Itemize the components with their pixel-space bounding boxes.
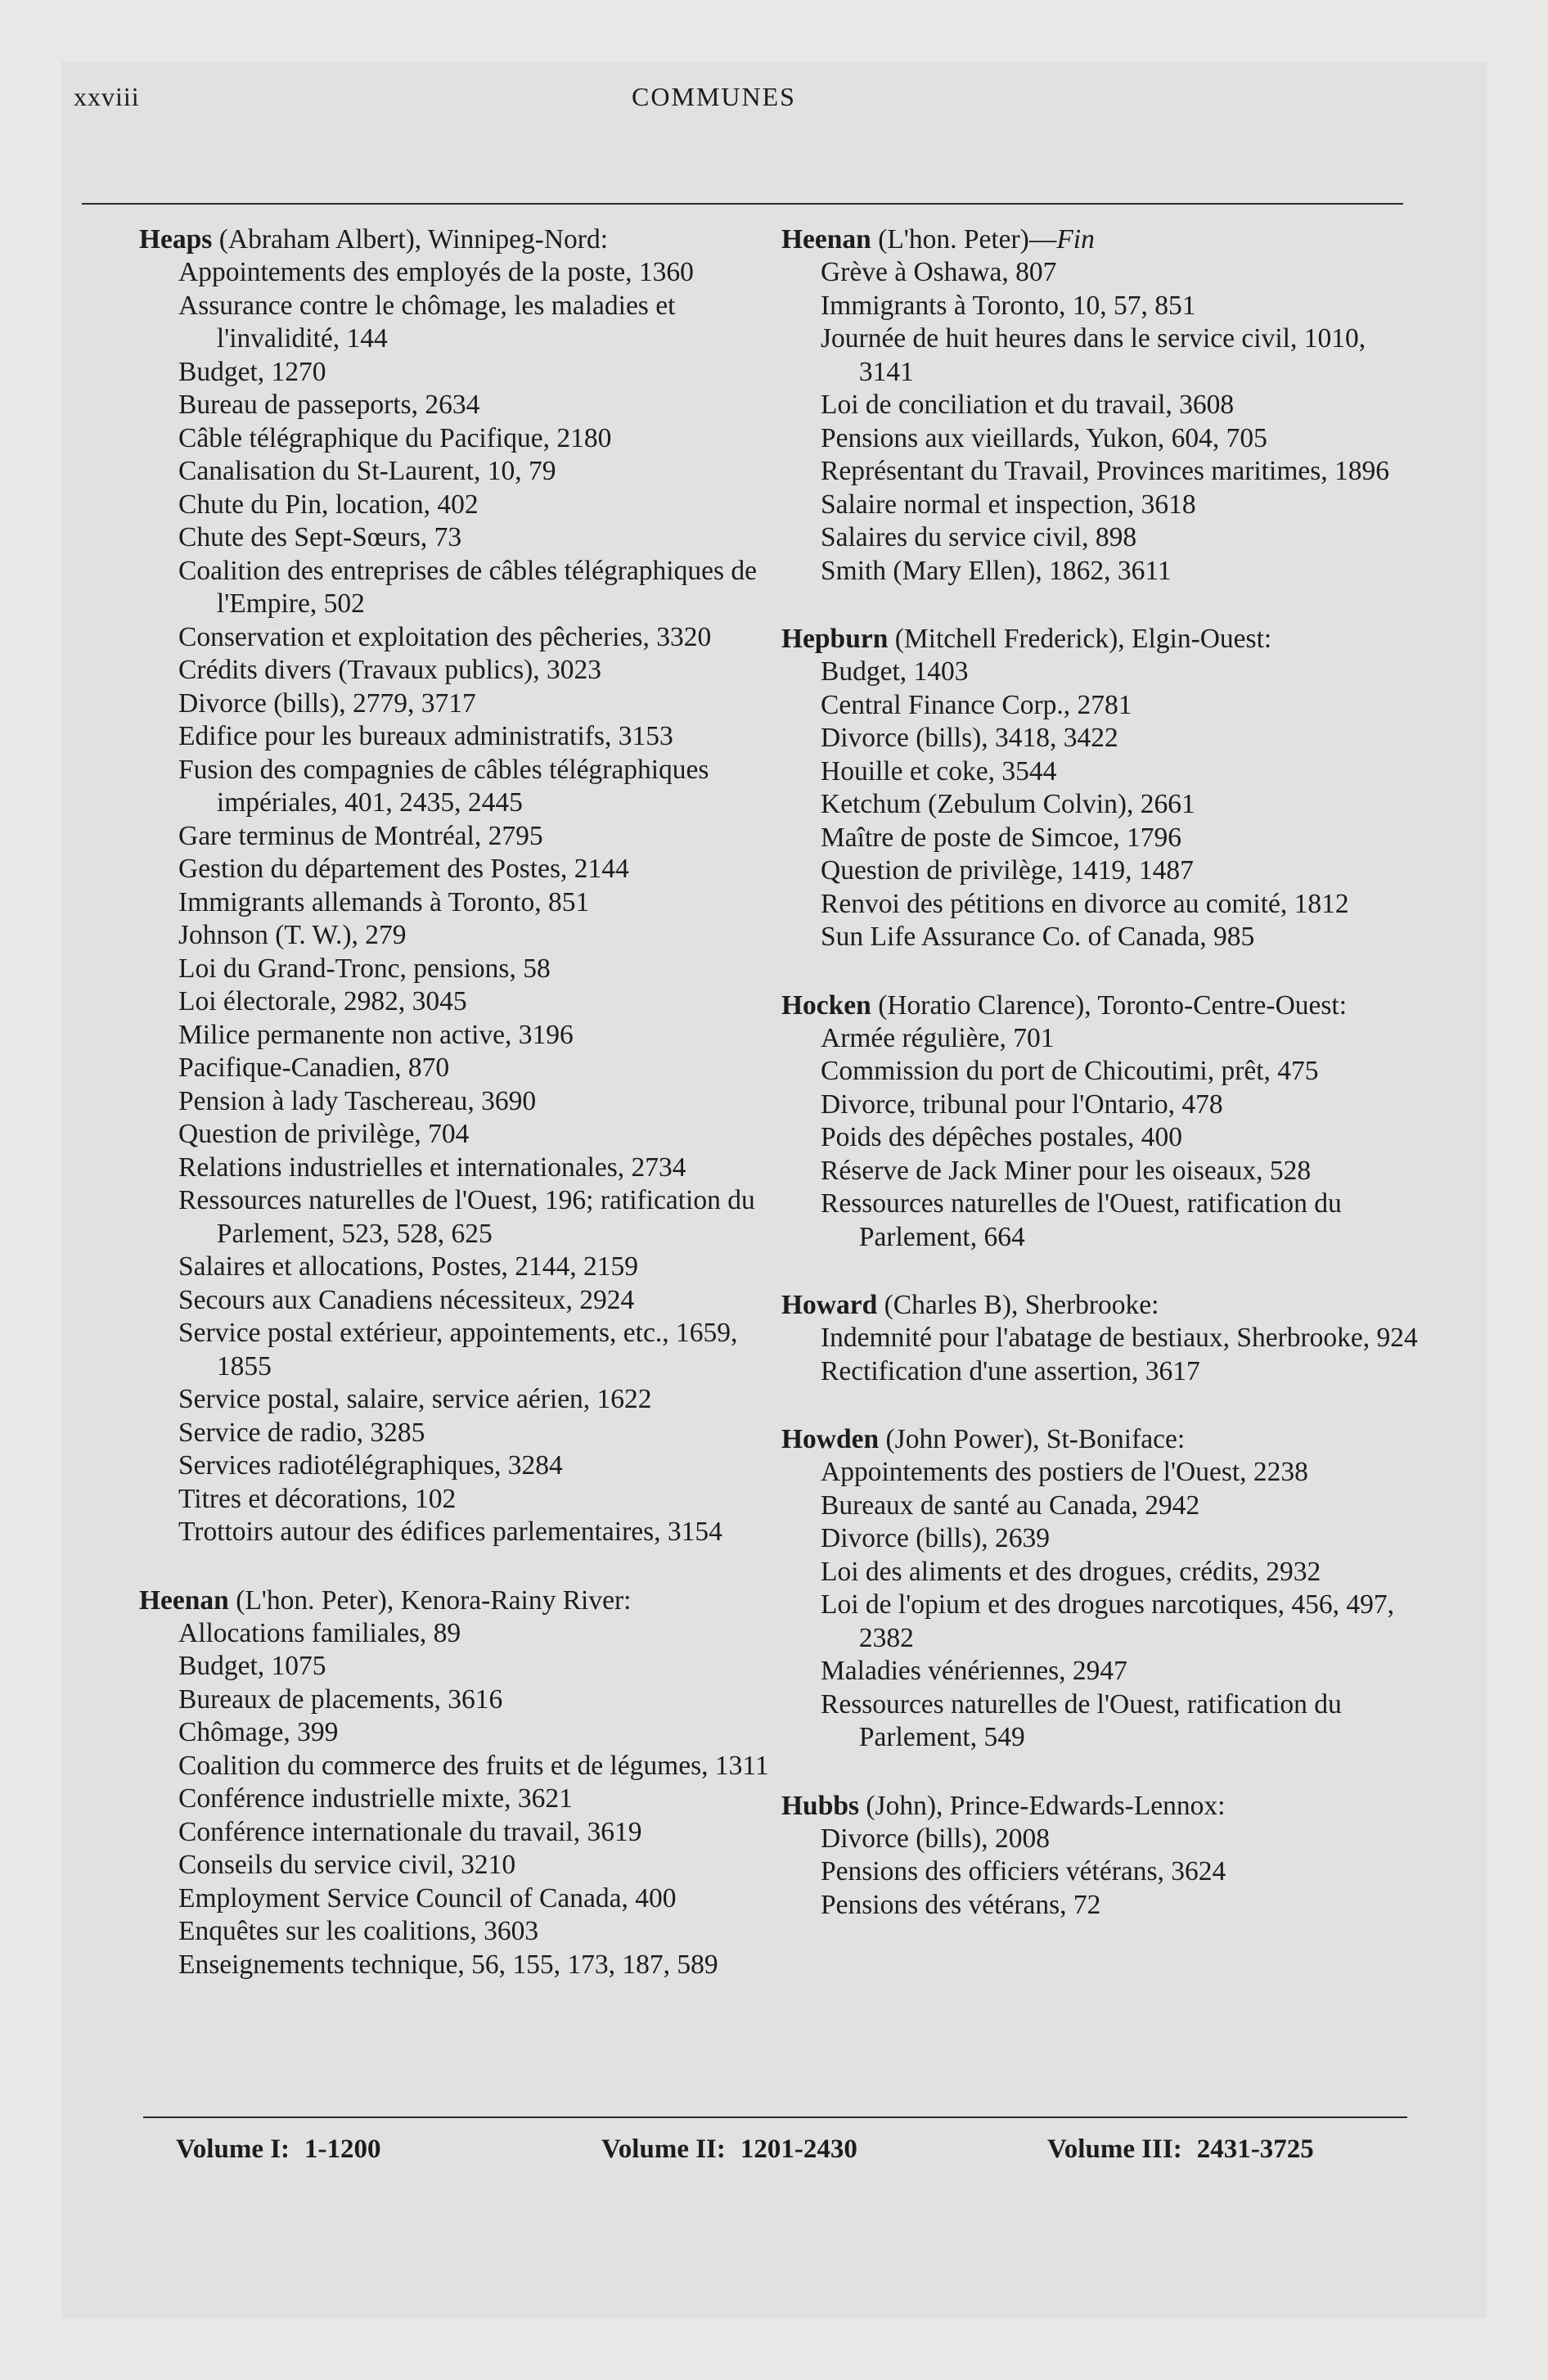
volume-3 — [1047, 2134, 1314, 2165]
member-name: Heenan — [781, 224, 871, 255]
subject-item: Conférence internationale du travail, 3619 — [178, 1816, 642, 1847]
subject-item: Smith (Mary Ellen), 1862, 3611 — [821, 555, 1172, 586]
member-name: Hocken — [781, 989, 871, 1021]
subject-item: Maître de poste de Simcoe, 1796 — [821, 822, 1181, 853]
subject-item: Ressources naturelles de l'Ouest, ratification du Parlement, 664 — [821, 1188, 1342, 1252]
index-entry — [139, 1584, 790, 1982]
subject-item: Pensions des vétérans, 72 — [821, 1889, 1101, 1920]
member-details: (Mitchell Frederick), Elgin-Ouest: — [888, 624, 1272, 654]
subject-item: Appointements des employés de la poste, 1360 — [178, 257, 694, 287]
subject-item: Renvoi des pétitions en divorce au comité, 1812 — [821, 888, 1349, 919]
subject-item: Appointements des postiers de l'Ouest, 2238 — [821, 1457, 1308, 1487]
subject-item: Chute du Pin, location, 402 — [178, 489, 479, 520]
entry-heading — [781, 1422, 1424, 1456]
subject-item: Chute des Sept-Sœurs, 73 — [178, 522, 462, 552]
subject-item: Coalition des entreprises de câbles télégraphiques de l'Empire, 502 — [178, 555, 757, 619]
volume-2 — [601, 2134, 857, 2165]
page-header — [74, 82, 1354, 131]
subject-item: Houille et coke, 3544 — [821, 755, 1057, 787]
volume-footer — [176, 2134, 1411, 2175]
subject-item: Pensions des officiers vétérans, 3624 — [821, 1856, 1226, 1886]
subject-list — [781, 1823, 1424, 1922]
subject-item: Gestion du département des Postes, 2144 — [178, 854, 629, 884]
subject-item: Divorce (bills), 2008 — [821, 1823, 1051, 1854]
subject-list — [139, 256, 790, 1549]
subject-list — [781, 656, 1424, 954]
subject-item: Service postal, salaire, service aérien, 1622 — [178, 1384, 652, 1414]
subject-list — [781, 256, 1424, 588]
subject-item: Service de radio, 3285 — [178, 1417, 425, 1448]
member-name: Heaps — [139, 224, 213, 255]
subject-item: Bureau de passeports, 2634 — [178, 390, 480, 420]
subject-item: Divorce, tribunal pour l'Ontario, 478 — [821, 1089, 1223, 1120]
subject-item: Loi de conciliation et du travail, 3608 — [821, 390, 1235, 420]
subject-item: Commission du port de Chicoutimi, prêt, 475 — [821, 1056, 1319, 1086]
subject-item: Enseignements technique, 56, 155, 173, 187, 589 — [178, 1949, 718, 1980]
subject-item: Sun Life Assurance Co. of Canada, 985 — [821, 922, 1255, 952]
subject-list — [139, 1617, 790, 1982]
subject-item: Budget, 1270 — [178, 356, 326, 387]
member-name: Howden — [781, 1424, 880, 1454]
subject-item: Pension à lady Taschereau, 3690 — [178, 1085, 537, 1116]
subject-list — [781, 1456, 1424, 1755]
subject-item: Fusion des compagnies de câbles télégraphiques impériales, 401, 2435, 2445 — [178, 754, 709, 818]
volume-range: 1-1200 — [304, 2134, 381, 2164]
subject-item: Central Finance Corp., 2781 — [821, 689, 1132, 720]
member-details: (John), Prince-Edwards-Lennox: — [859, 1790, 1226, 1821]
subject-list — [781, 1322, 1424, 1388]
subject-item: Représentant du Travail, Provinces maritimes, 1896 — [821, 456, 1390, 486]
subject-item: Pensions aux vieillards, Yukon, 604, 705 — [821, 422, 1267, 453]
subject-item: Budget, 1075 — [178, 1651, 326, 1681]
left-column — [139, 223, 790, 2016]
subject-item: Crédits divers (Travaux publics), 3023 — [178, 655, 602, 685]
subject-item: Conseils du service civil, 3210 — [178, 1850, 516, 1880]
entry-heading — [781, 989, 1424, 1022]
subject-item: Enquêtes sur les coalitions, 3603 — [178, 1916, 539, 1946]
subject-item: Indemnité pour l'abatage de bestiaux, Sherbrooke, 924 — [821, 1323, 1418, 1353]
member-details: (L'hon. Peter)— — [871, 224, 1057, 255]
subject-item: Journée de huit heures dans le service civil, 1010, 3141 — [821, 323, 1366, 387]
index-entry — [781, 622, 1424, 954]
subject-item: Question de privilège, 704 — [178, 1119, 470, 1149]
subject-item: Bureaux de santé au Canada, 2942 — [821, 1490, 1200, 1521]
subject-item: Câble télégraphique du Pacifique, 2180 — [178, 422, 612, 453]
index-entry — [139, 223, 790, 1549]
subject-item: Coalition du commerce des fruits et de légumes, 1311 — [178, 1750, 769, 1781]
member-details: (Charles B), Sherbrooke: — [877, 1290, 1159, 1320]
member-details: (Horatio Clarence), Toronto-Centre-Ouest: — [871, 989, 1348, 1021]
index-entry — [781, 1288, 1424, 1388]
subject-item: Conférence industrielle mixte, 3621 — [178, 1783, 573, 1814]
subject-item: Divorce (bills), 2639 — [821, 1523, 1051, 1553]
continuation-marker: Fin — [1056, 224, 1095, 255]
subject-item: Bureaux de placements, 3616 — [178, 1684, 503, 1715]
index-entry — [781, 1789, 1424, 1922]
entry-heading — [139, 223, 790, 256]
subject-item: Gare terminus de Montréal, 2795 — [178, 820, 543, 851]
subject-item: Immigrants allemands à Toronto, 851 — [178, 886, 590, 917]
entry-heading — [781, 622, 1424, 656]
subject-item: Salaires et allocations, Postes, 2144, 2159 — [178, 1251, 638, 1282]
entry-heading — [781, 223, 1424, 256]
subject-item: Service postal extérieur, appointements, etc., 1659, 1855 — [178, 1318, 738, 1382]
member-name: Howard — [781, 1290, 878, 1320]
subject-item: Loi des aliments et des drogues, crédits, 2932 — [821, 1556, 1321, 1587]
volume-range: 2431-3725 — [1196, 2134, 1314, 2164]
subject-item: Salaires du service civil, 898 — [821, 522, 1137, 552]
subject-item: Budget, 1403 — [821, 656, 969, 687]
index-entry — [781, 1422, 1424, 1755]
subject-item: Assurance contre le chômage, les maladies et l'invalidité, 144 — [178, 290, 676, 354]
subject-item: Chômage, 399 — [178, 1717, 339, 1747]
subject-item: Poids des dépêches postales, 400 — [821, 1122, 1182, 1152]
subject-item: Divorce (bills), 3418, 3422 — [821, 723, 1118, 753]
subject-item: Conservation et exploitation des pêcheries, 3320 — [178, 621, 712, 652]
subject-item: Relations industrielles et internationales, 2734 — [178, 1152, 686, 1183]
index-entry — [781, 223, 1424, 588]
subject-item: Loi électorale, 2982, 3045 — [178, 986, 467, 1016]
index-entry — [781, 989, 1424, 1255]
member-name: Hubbs — [781, 1790, 859, 1821]
volume-1 — [176, 2134, 381, 2165]
member-details: (L'hon. Peter), Kenora-Rainy River: — [228, 1584, 632, 1616]
subject-item: Grève à Oshawa, 807 — [821, 257, 1057, 287]
member-details: (John Power), St-Boniface: — [879, 1424, 1186, 1454]
subject-item: Canalisation du St-Laurent, 10, 79 — [178, 456, 556, 486]
footer-rule — [143, 2116, 1407, 2118]
subject-item: Immigrants à Toronto, 10, 57, 851 — [821, 290, 1196, 321]
subject-item: Rectification d'une assertion, 3617 — [821, 1355, 1200, 1386]
subject-item: Question de privilège, 1419, 1487 — [821, 855, 1194, 886]
member-name: Hepburn — [781, 624, 889, 654]
subject-item: Maladies vénériennes, 2947 — [821, 1656, 1127, 1686]
subject-item: Services radiotélégraphiques, 3284 — [178, 1450, 563, 1481]
subject-item: Edifice pour les bureaux administratifs, 3153 — [178, 721, 673, 751]
header-rule — [82, 203, 1403, 205]
entry-heading — [139, 1584, 790, 1617]
volume-label: Volume III: — [1047, 2134, 1182, 2164]
subject-item: Loi de l'opium et des drogues narcotiques, 456, 497, 2382 — [821, 1589, 1395, 1653]
volume-range: 1201-2430 — [740, 2134, 857, 2164]
entry-heading — [781, 1288, 1424, 1322]
subject-item: Pacifique-Canadien, 870 — [178, 1053, 450, 1083]
subject-item: Trottoirs autour des édifices parlementaires, 3154 — [178, 1517, 722, 1547]
subject-item: Ketchum (Zebulum Colvin), 2661 — [821, 789, 1195, 819]
subject-item: Milice permanente non active, 3196 — [178, 1019, 574, 1050]
right-column — [781, 223, 1424, 1956]
subject-item: Ressources naturelles de l'Ouest, 196; ratification du Parlement, 523, 528, 625 — [178, 1185, 755, 1249]
entry-heading — [781, 1789, 1424, 1823]
subject-item: Salaire normal et inspection, 3618 — [821, 489, 1196, 520]
volume-label: Volume II: — [601, 2134, 726, 2164]
subject-item: Armée régulière, 701 — [821, 1022, 1055, 1053]
page-number: xxviii — [74, 82, 140, 111]
subject-item: Divorce (bills), 2779, 3717 — [178, 687, 476, 719]
subject-item: Ressources naturelles de l'Ouest, ratification du Parlement, 549 — [821, 1688, 1342, 1752]
subject-list — [781, 1022, 1424, 1255]
subject-item: Johnson (T. W.), 279 — [178, 920, 407, 950]
subject-item: Employment Service Council of Canada, 400 — [178, 1882, 677, 1913]
subject-item: Loi du Grand-Tronc, pensions, 58 — [178, 953, 551, 984]
member-name: Heenan — [139, 1584, 229, 1616]
member-details: (Abraham Albert), Winnipeg-Nord: — [212, 224, 609, 255]
running-title: COMMUNES — [632, 82, 796, 111]
subject-item: Secours aux Canadiens nécessiteux, 2924 — [178, 1284, 635, 1315]
subject-item: Allocations familiales, 89 — [178, 1617, 461, 1648]
volume-label: Volume I: — [176, 2134, 290, 2164]
subject-item: Réserve de Jack Miner pour les oiseaux, 528 — [821, 1155, 1312, 1186]
subject-item: Titres et décorations, 102 — [178, 1483, 457, 1514]
